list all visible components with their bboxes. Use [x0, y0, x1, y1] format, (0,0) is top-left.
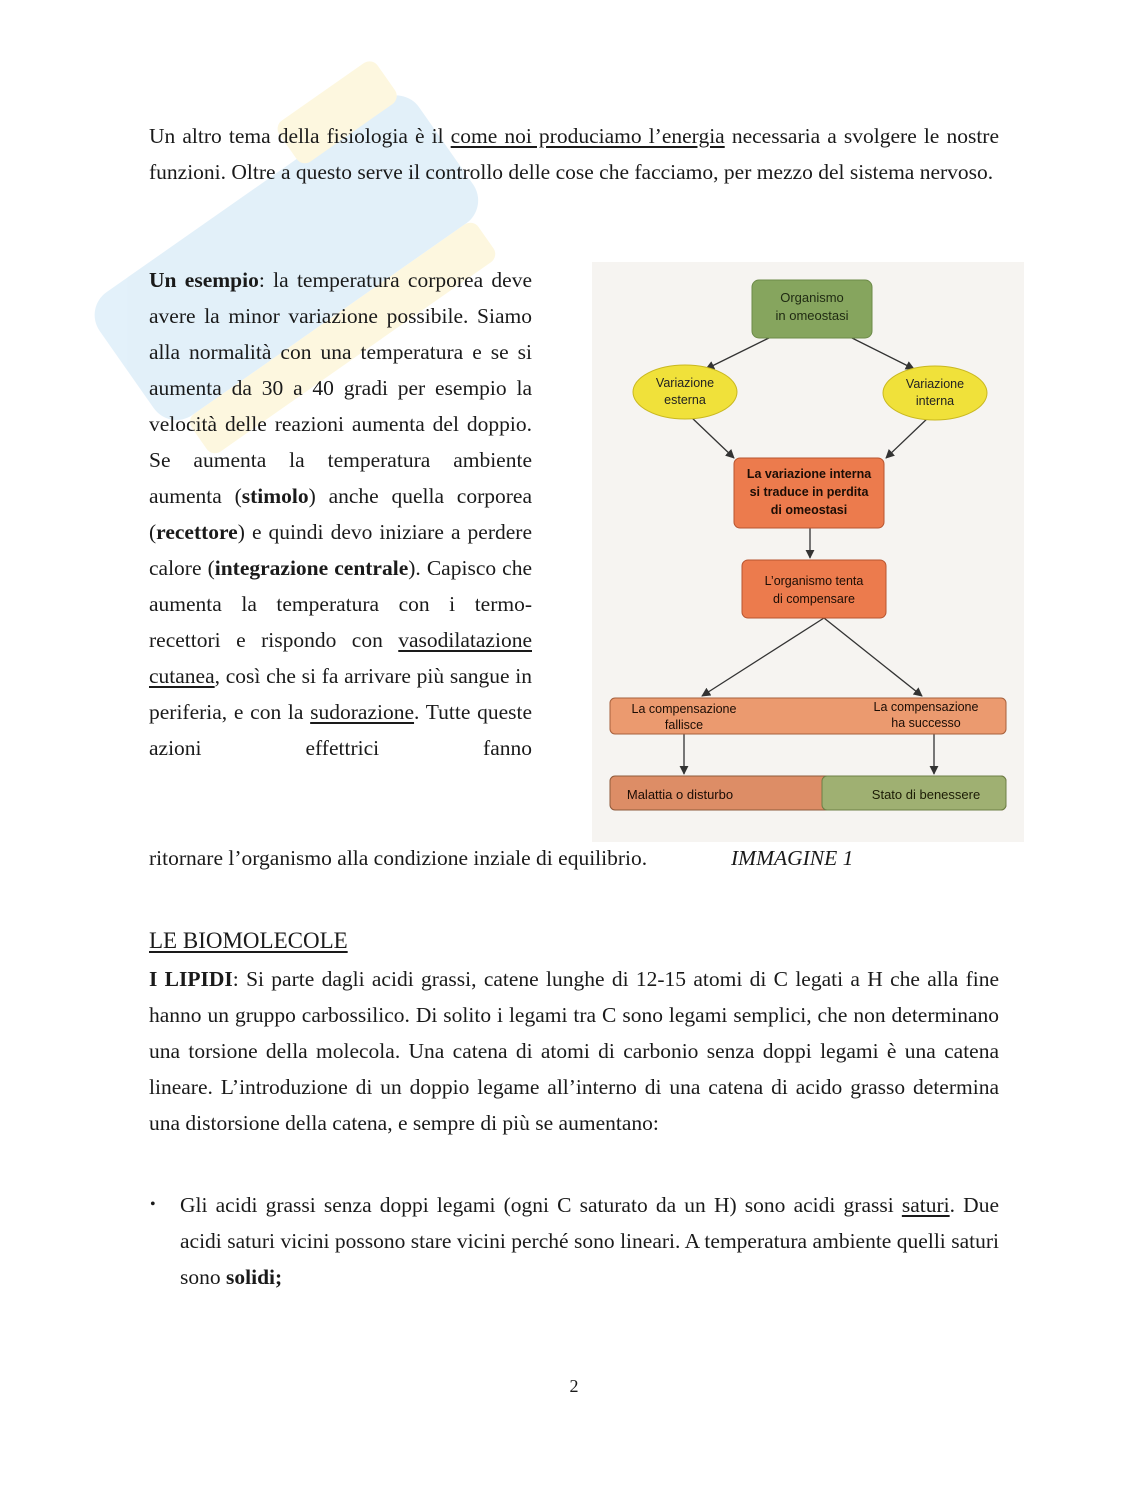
svg-text:L’organismo tenta: L’organismo tenta	[764, 574, 864, 588]
homeostasis-flowchart	[592, 262, 1024, 842]
section-heading: LE BIOMOLECOLE	[149, 928, 348, 953]
node-organismo-omeostasi	[752, 280, 872, 338]
svg-text:La variazione interna: La variazione interna	[746, 467, 872, 481]
svg-text:Organismo: Organismo	[780, 290, 844, 305]
svg-text:di compensare: di compensare	[773, 592, 855, 606]
intro-paragraph: Un altro tema della fisiologia è il come noi produciamo l’energia necessaria a svolgere le nostre funzioni. Oltre a questo serve il controllo delle cose che facciamo, per mezzo del sistema nervoso.	[149, 124, 999, 184]
svg-text:Malattia o disturbo: Malattia o disturbo	[626, 787, 734, 802]
svg-text:Variazione: Variazione	[905, 377, 965, 391]
lipidi-paragraph: I LIPIDI: Si parte dagli acidi grassi, catene lunghe di 12-15 atomi di C legati a H che alla fine hanno un gruppo carbossilico. Di solito i legami tra C sono legami semplici, che non determinano una torsione della molecola. Una catena di atomi di carbonio senza doppi legami è una catena lineare. L’introduzione di un doppio legame all’interno di una catena di acido grasso determina una distorsione della catena, e sempre di più se aumentano:	[149, 967, 999, 1135]
node-variazione-interna	[883, 366, 987, 420]
svg-text:in omeostasi: in omeostasi	[775, 308, 849, 323]
example-paragraph: Un esempio: la temperatura corporea deve avere la minor variazione possibile. Siamo alla normalità con una temperatura e se si aumenta da 30 a 40 gradi per esempio la velocità delle reazioni aumenta del doppio. Se aumenta la temperatura ambiente aumenta (stimolo) anche quella corporea (recettore) e quindi devo iniziare a perdere calore (integrazione centrale). Capisco che aumenta la temperatura con i termo-recettori e rispondo con vasodilatazione cutanea, così che si fa arrivare più sangue in periferia, e con la sudorazione. Tutte queste azioni effettrici fanno	[149, 268, 533, 760]
svg-text:ha successo: ha successo	[891, 716, 961, 730]
example-lead: Un esempio	[149, 268, 259, 292]
svg-text:di omeostasi: di omeostasi	[770, 503, 848, 517]
energy-underline: come noi produciamo l’energia	[450, 124, 725, 148]
node-compensazione-row	[610, 698, 1006, 734]
node-perdita-omeostasi	[734, 458, 884, 528]
svg-text:La compensazione: La compensazione	[631, 702, 737, 716]
example-tail: ritornare l’organismo alla condizione inziale di equilibrio.	[149, 846, 648, 870]
svg-text:La compensazione: La compensazione	[873, 700, 979, 714]
lipidi-lead: I LIPIDI	[149, 967, 233, 991]
svg-text:fallisce: fallisce	[664, 718, 704, 732]
bullet-dot: •	[150, 1196, 156, 1213]
figure-caption: IMMAGINE 1	[731, 846, 854, 870]
svg-text:si traduce in perdita: si traduce in perdita	[749, 485, 869, 499]
node-organismo-compensa	[742, 560, 886, 618]
node-variazione-esterna	[633, 365, 737, 419]
svg-text:interna: interna	[915, 394, 955, 408]
node-outcome-row	[610, 776, 1006, 810]
caption-row	[149, 840, 999, 876]
page-number: 2	[569, 1376, 579, 1396]
svg-text:esterna: esterna	[664, 393, 706, 407]
svg-text:Stato di benessere: Stato di benessere	[871, 787, 981, 802]
svg-text:Variazione: Variazione	[655, 376, 715, 390]
bullet-item: Gli acidi grassi senza doppi legami (ogni C saturato da un H) sono acidi grassi saturi. Due acidi saturi vicini possono stare vicini perché sono lineari. A temperatura ambiente quelli saturi sono solidi;	[180, 1193, 999, 1289]
